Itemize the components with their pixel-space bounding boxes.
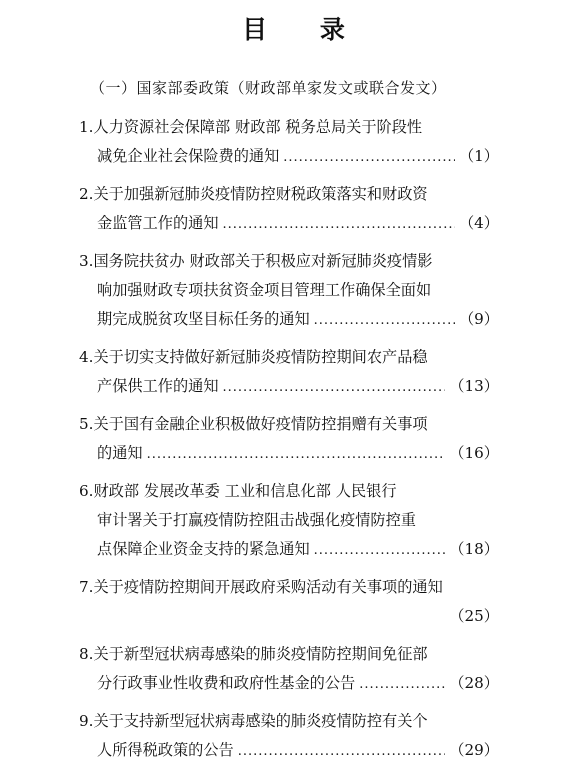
toc-entry[interactable] xyxy=(79,640,499,698)
toc-entry-leader-line xyxy=(79,669,499,698)
toc-entry-line: 1.人力资源社会保障部 财政部 税务总局关于阶段性 xyxy=(79,118,423,136)
toc-entry[interactable] xyxy=(79,113,499,171)
toc-entry-text: 产保供工作的通知 xyxy=(97,377,219,395)
toc-entry-leader-line xyxy=(79,305,499,334)
page-number: （25） xyxy=(449,607,499,625)
page-title: 目 录 xyxy=(242,15,367,44)
toc-list xyxy=(79,113,499,774)
toc-entry[interactable] xyxy=(79,180,499,238)
toc-entry[interactable] xyxy=(79,477,499,564)
toc-entry-line: 8.关于新型冠状病毒感染的肺炎疫情防控期间免征部 xyxy=(79,645,428,663)
toc-entry-leader-line xyxy=(79,736,499,765)
dot-leader xyxy=(147,440,446,468)
dot-leader xyxy=(223,373,446,401)
toc-entry-leader-line xyxy=(79,142,499,171)
toc-entry[interactable] xyxy=(79,410,499,468)
toc-entry-leader-line xyxy=(79,602,499,631)
page-number: （29） xyxy=(449,741,499,759)
toc-entry-text: 的通知 xyxy=(97,444,143,462)
toc-entry-text: 分行政事业性收费和政府性基金的公告 xyxy=(97,674,356,692)
toc-entry-line: 3.国务院扶贫办 财政部关于积极应对新冠肺炎疫情影 xyxy=(79,252,433,270)
toc-entry-text: 减免企业社会保险费的通知 xyxy=(97,147,280,165)
toc-entry-text: 点保障企业资金支持的紧急通知 xyxy=(97,540,310,558)
dot-leader xyxy=(283,143,455,171)
toc-entry[interactable] xyxy=(79,247,499,334)
toc-entry[interactable] xyxy=(79,707,499,765)
toc-entry[interactable] xyxy=(79,573,499,631)
toc-entry-line: 响加强财政专项扶贫资金项目管理工作确保全面如 xyxy=(97,281,432,299)
toc-entry-line: 5.关于国有金融企业积极做好疫情防控捐赠有关事项 xyxy=(79,415,428,433)
toc-entry-line: 7.关于疫情防控期间开展政府采购活动有关事项的通知 xyxy=(79,578,443,596)
toc-entry-line: 9.关于支持新型冠状病毒感染的肺炎疫情防控有关个 xyxy=(79,712,428,730)
section-heading: （一）国家部委政策（财政部单家发文或联合发文） xyxy=(90,79,447,97)
toc-entry-text: 期完成脱贫攻坚目标任务的通知 xyxy=(97,310,310,328)
toc-entry-line: 2.关于加强新冠肺炎疫情防控财税政策落实和财政资 xyxy=(79,185,428,203)
toc-entry-leader-line xyxy=(79,209,499,238)
page-number: （28） xyxy=(449,674,499,692)
toc-entry-leader-line xyxy=(79,535,499,564)
page-number: （18） xyxy=(449,540,499,558)
dot-leader xyxy=(223,210,455,238)
dot-leader xyxy=(314,306,455,334)
page-number: （1） xyxy=(458,147,499,165)
dot-leader xyxy=(359,670,445,698)
page-number: （13） xyxy=(449,377,499,395)
toc-entry-leader-line xyxy=(79,372,499,401)
toc-entry-leader-line xyxy=(79,439,499,468)
toc-entry-line: 6.财政部 发展改革委 工业和信息化部 人民银行 xyxy=(79,482,397,500)
page-number: （16） xyxy=(449,444,499,462)
toc-entry-line: 审计署关于打赢疫情防控阻击战强化疫情防控重 xyxy=(97,511,416,529)
dot-leader xyxy=(314,536,446,564)
dot-leader xyxy=(238,737,446,765)
toc-entry-text: 人所得税政策的公告 xyxy=(97,741,234,759)
toc-entry[interactable] xyxy=(79,343,499,401)
toc-entry-text: 金监管工作的通知 xyxy=(97,214,219,232)
page-number: （9） xyxy=(458,310,499,328)
page-number: （4） xyxy=(458,214,499,232)
toc-entry-line: 4.关于切实支持做好新冠肺炎疫情防控期间农产品稳 xyxy=(79,348,428,366)
